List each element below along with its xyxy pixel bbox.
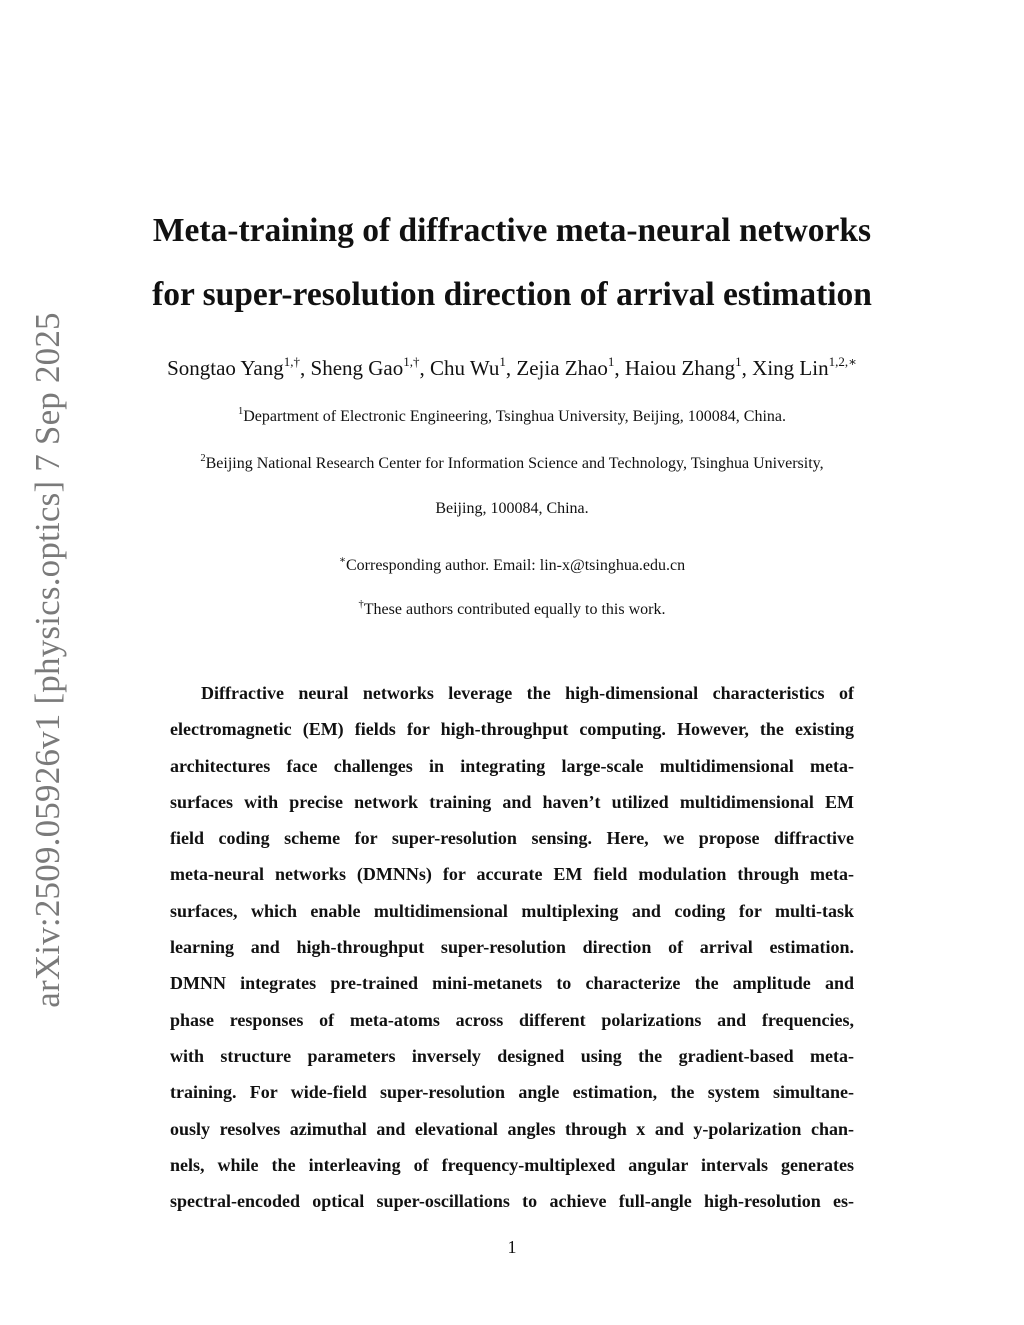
affiliation-2-text: Beijing National Research Center for Information Science and Technology, Tsinghua University, <box>205 455 824 472</box>
author-name: Chu Wu <box>430 356 500 380</box>
author-separator: , <box>505 356 517 380</box>
affiliation-1-text: Department of Electronic Engineering, Tsinghua University, Beijing, 100084, China. <box>243 408 786 425</box>
abstract-line: learning and high-throughput super-resolution direction of arrival estimation. <box>170 937 854 958</box>
corresponding-author-mark: ∗ <box>338 555 346 566</box>
abstract-line: surfaces with precise network training and haven’t utilized multidimensional EM <box>170 791 854 812</box>
affiliation-2-line-1 <box>0 455 1024 473</box>
abstract-line: nels, while the interleaving of frequency-multiplexed angular intervals generates <box>170 1154 854 1175</box>
author-name: Zejia Zhao <box>516 356 608 380</box>
author-list <box>0 356 1024 381</box>
abstract-line: meta-neural networks (DMNNs) for accurate EM field modulation through meta- <box>170 864 854 885</box>
author-name: Haiou Zhang <box>624 356 736 380</box>
abstract-line: field coding scheme for super-resolution sensing. Here, we propose diffractive <box>170 828 854 849</box>
equal-contribution-mark: † <box>358 599 364 610</box>
author-affiliation-mark: 1 <box>499 354 506 369</box>
abstract-line: phase responses of meta-atoms across different polarizations and frequencies, <box>170 1009 854 1030</box>
page-number: 1 <box>507 1237 517 1257</box>
author-affiliation-mark: 1,2,∗ <box>828 354 857 369</box>
equal-contribution-text: These authors contributed equally to this work. <box>363 601 666 618</box>
author-name: Songtao Yang <box>167 356 284 380</box>
abstract <box>170 675 854 1219</box>
corresponding-author-text: Corresponding author. Email: lin-x@tsinghua.edu.cn <box>346 557 686 574</box>
author-affiliation-mark: 1 <box>607 354 615 369</box>
author-separator: , <box>741 356 753 380</box>
author-affiliation-mark: 1 <box>735 354 742 369</box>
abstract-line: architectures face challenges in integrating large-scale multidimensional meta- <box>170 755 854 776</box>
author-affiliation-mark: 1,† <box>403 354 420 369</box>
author-name: Xing Lin <box>752 356 829 380</box>
equal-contribution-note <box>0 601 1024 619</box>
affiliation-2-mark: 2 <box>200 453 206 464</box>
arxiv-identifier-stamp: arXiv:2509.05926v1 [physics.optics] 7 Sep 2025 <box>28 312 67 1008</box>
abstract-line: DMNN integrates pre-trained mini-metanets to characterize the amplitude and <box>170 973 854 994</box>
abstract-line: with structure parameters inversely designed using the gradient-based meta- <box>170 1045 854 1066</box>
author-separator: , <box>614 356 625 380</box>
paper-title-line-2: for super-resolution direction of arrival estimation <box>152 276 872 313</box>
affiliation-1-mark: 1 <box>237 406 244 417</box>
author-name: Sheng Gao <box>310 356 404 380</box>
author-affiliation-mark: 1,† <box>283 354 301 369</box>
abstract-line: training. For wide-field super-resolution angle estimation, the system simultane- <box>170 1082 854 1103</box>
author-separator: , <box>419 356 431 380</box>
affiliation-1 <box>0 408 1024 426</box>
abstract-line: ously resolves azimuthal and elevational angles through x and y-polarization chan- <box>170 1118 854 1139</box>
abstract-line: spectral-encoded optical super-oscillations to achieve full-angle high-resolution es- <box>170 1191 854 1212</box>
affiliation-2-line-2: Beijing, 100084, China. <box>435 500 589 517</box>
abstract-line: electromagnetic (EM) fields for high-throughput computing. However, the existing <box>170 719 854 740</box>
paper-title-line-1: Meta-training of diffractive meta-neural networks <box>152 212 872 249</box>
corresponding-author-note <box>0 557 1024 575</box>
abstract-line: Diffractive neural networks leverage the high-dimensional characteristics of <box>201 683 854 703</box>
abstract-line: surfaces, which enable multidimensional multiplexing and coding for multi-task <box>170 900 854 921</box>
author-separator: , <box>300 356 311 380</box>
